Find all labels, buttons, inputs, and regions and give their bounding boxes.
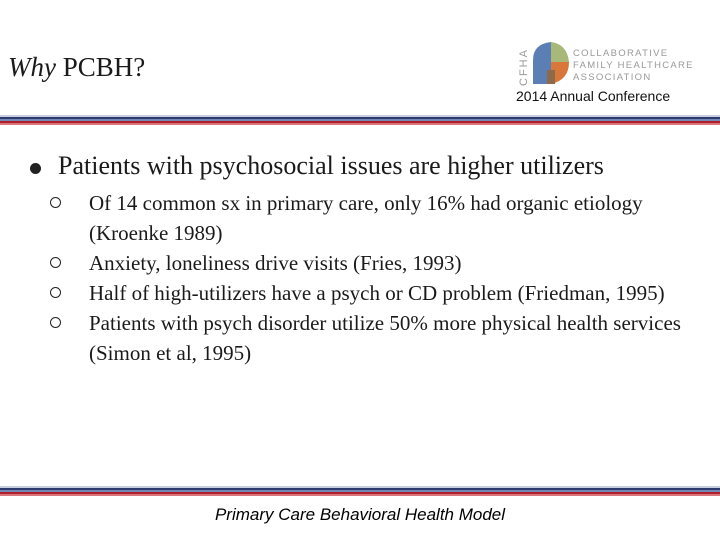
sub-bullet-text: Half of high-utilizers have a psych or CD problem (Friedman, 1995) (89, 281, 665, 305)
sub-bullet (50, 188, 700, 248)
logo-acronym (516, 38, 530, 88)
main-bullet (30, 150, 700, 182)
sub-bullet (50, 278, 700, 308)
logo-acronym-graphic (516, 38, 530, 88)
bullet-dot-icon (30, 163, 41, 174)
sub-bullet (50, 248, 700, 278)
main-bullet-text: Patients with psychosocial issues are higher utilizers (58, 151, 604, 180)
conference-label: 2014 Annual Conference (516, 88, 671, 104)
title-rest: PCBH? (55, 52, 146, 82)
logo-line: COLLABORATIVE (573, 48, 669, 59)
slide-title (8, 50, 145, 84)
footer-caption: Primary Care Behavioral Health Model (214, 505, 506, 524)
bullet-ring-icon (50, 197, 61, 208)
bullet-ring-icon (50, 317, 61, 328)
title-italic-word: Why (8, 52, 56, 82)
sub-bullet-text: Anxiety, loneliness drive visits (Fries, 1993) (89, 251, 462, 275)
header-divider (0, 115, 720, 125)
logo-acronym-text: CFHA (518, 48, 530, 86)
sub-bullet-text: Patients with psych disorder utilize 50% more physical health services (Simon et al, 1995) (89, 311, 681, 365)
bullet-ring-icon (50, 257, 61, 268)
sub-bullet-list (50, 188, 700, 368)
sub-bullet-text: Of 14 common sx in primary care, only 16% had organic etiology (Kroenke 1989) (89, 191, 643, 245)
logo-wordmark (573, 48, 694, 84)
bullet-ring-icon (50, 287, 61, 298)
sub-bullet (50, 308, 700, 368)
cfha-logo (516, 38, 694, 88)
logo-mark-icon (531, 40, 571, 91)
footer-divider (0, 486, 720, 496)
logo-line: ASSOCIATION (573, 72, 652, 83)
logo-line: FAMILY HEALTHCARE (573, 60, 694, 71)
slide-body (30, 150, 700, 368)
